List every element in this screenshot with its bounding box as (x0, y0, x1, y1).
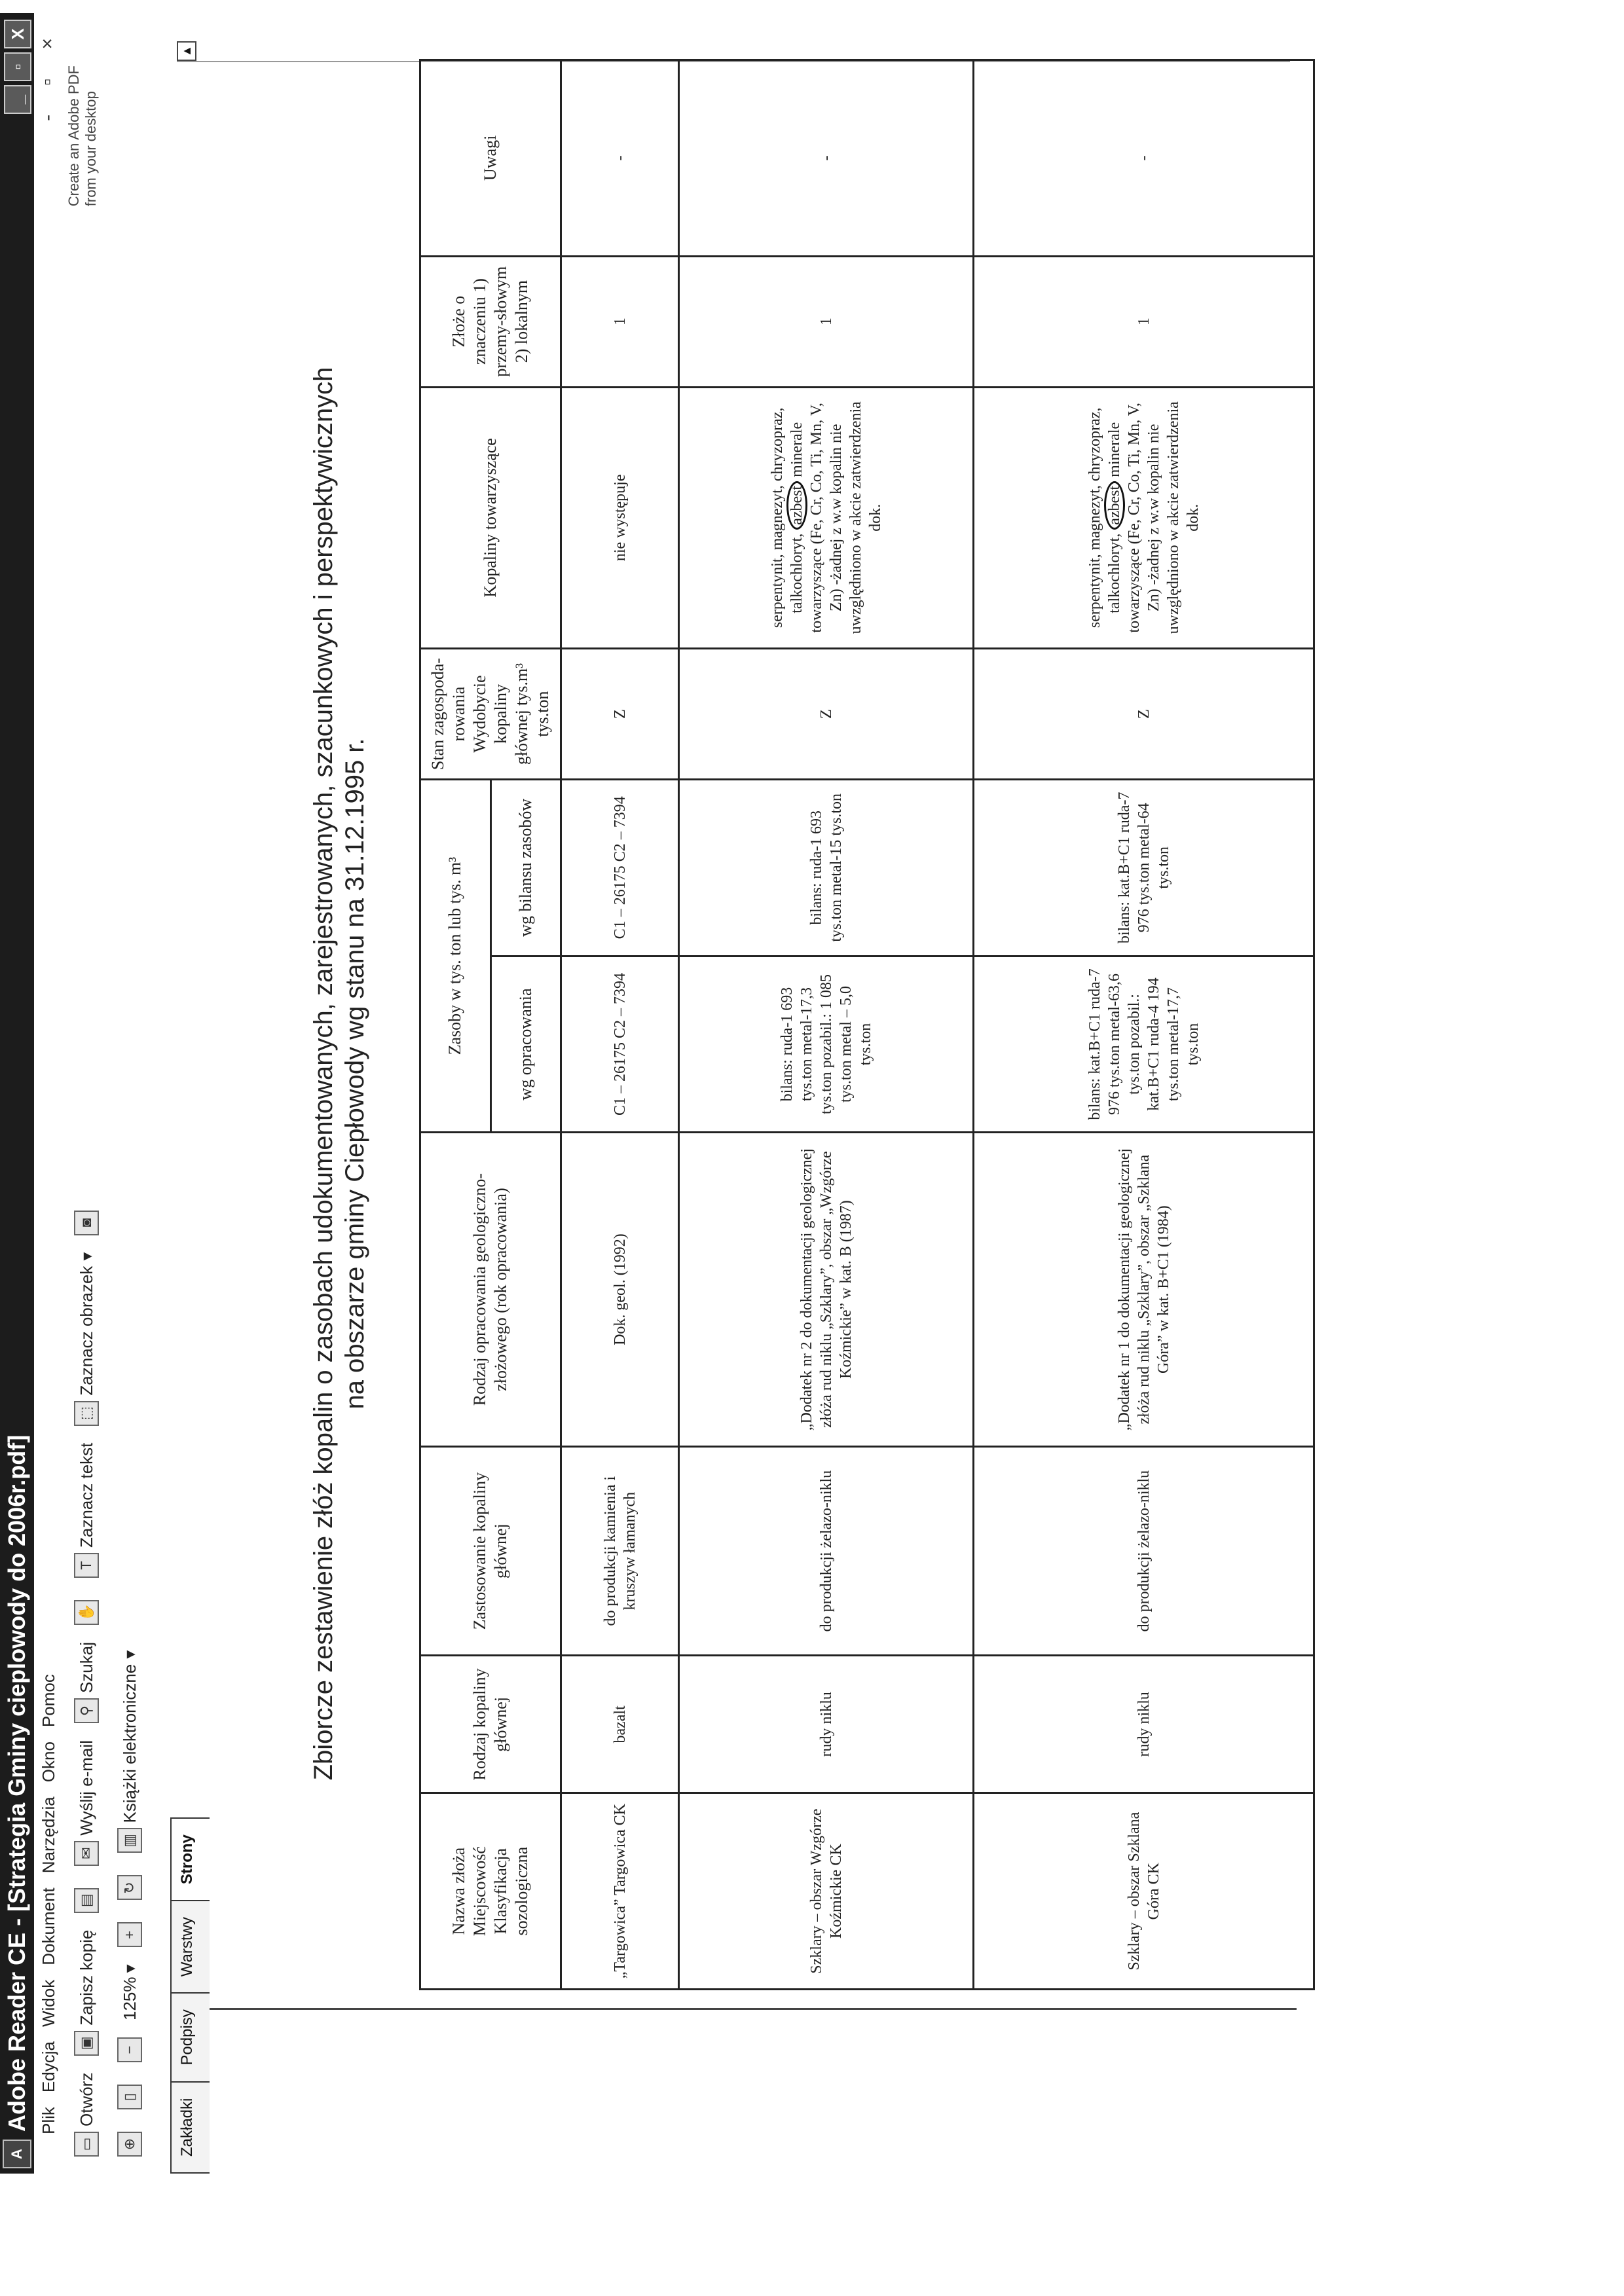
menu-edycja[interactable]: Edycja (38, 2041, 58, 2093)
maximize-button[interactable]: ▫ (4, 52, 31, 81)
menu-narzedzia[interactable]: Narzędzia (38, 1796, 58, 1874)
cell-use: do produkcji kamienia i kruszyw łamanych (561, 1446, 679, 1656)
header-reserves-study: wg opracowania (490, 956, 561, 1133)
save-icon: ▣ (74, 2031, 99, 2056)
hand-icon: ✋ (74, 1600, 99, 1625)
select-image-button[interactable] (74, 1252, 99, 1426)
adobe-reader-icon: A (3, 2140, 31, 2168)
printer-icon: ▤ (74, 1888, 99, 1913)
select-text-button[interactable] (74, 1443, 99, 1578)
save-copy-button[interactable] (74, 1930, 99, 2056)
header-name: Nazwa złoża Miejscowość Klasyfikacja sozologiczna (420, 1793, 561, 1990)
book-icon: ▥ (117, 1828, 142, 1853)
email-icon: ✉ (74, 1841, 99, 1866)
plus-icon: + (117, 1922, 142, 1947)
cell-name: Szklary – obszar Wzgórze Koźmickie CK (679, 1793, 974, 1990)
table-header-row (420, 60, 491, 1990)
menu-okno[interactable]: Okno (38, 1741, 58, 1783)
page-icon: ▯ (117, 2085, 142, 2109)
tab-zakladki[interactable]: Zakładki (170, 2081, 210, 2174)
email-button[interactable] (74, 1740, 99, 1866)
close-button[interactable]: X (4, 20, 31, 48)
search-button[interactable] (74, 1642, 99, 1723)
cell-significance: 1 (679, 256, 974, 387)
cell-study: Dok. geol. (1992) (561, 1133, 679, 1446)
table-row (561, 60, 679, 1990)
deposits-table (419, 59, 1315, 1990)
cell-reserves-balance: bilans: ruda-1 693 tys.ton metal-15 tys.ton (679, 779, 974, 956)
menu-bar (34, 13, 63, 2174)
folder-icon: ▭ (74, 2132, 99, 2157)
cell-study: „Dodatek nr 2 do dokumentacji geologicznej złóża rud niklu „Szklary”, obszar „Wzgórze Koźmickie” w kat. B (1987) (679, 1133, 974, 1446)
cell-type: rudy niklu (679, 1656, 974, 1793)
table-row (679, 60, 974, 1990)
create-pdf-promo[interactable] (65, 65, 100, 206)
header-use: Zastosowanie kopaliny głównej (420, 1446, 561, 1656)
cell-notes: - (561, 60, 679, 257)
cell-study: „Dodatek nr 1 do dokumentacji geologicznej złóża rud niklu „Szklary”, obszar „Szklana Góra” w kat. B+C1 (1984) (974, 1133, 1314, 1446)
rotated-screenshot (0, 13, 1310, 2174)
cell-state: Z (974, 649, 1314, 780)
promo-line-2: from your desktop (83, 91, 99, 207)
zoom-level[interactable]: 125% (119, 1977, 139, 2020)
cell-accompanying (679, 387, 974, 649)
menu-dokument[interactable]: Dokument (38, 1887, 58, 1965)
email-label: Wyślij e-mail (76, 1740, 96, 1836)
rotate-button[interactable] (117, 1870, 142, 1900)
minus-icon: − (117, 2037, 142, 2062)
search-label: Szukaj (76, 1641, 96, 1694)
header-accompanying: Kopaliny towarzyszące (420, 387, 561, 649)
table-row (974, 60, 1314, 1990)
accompanying-text-c: minerale towarzyszące (Fe, Cr, Co, Ti, Mn, V, Zn) -żadnej z w.w kopalin nie uwzględniono w akcie zatwierdzenia dok. (788, 401, 884, 634)
ebooks-label: Książki elektroniczne (119, 1664, 139, 1823)
snapshot-button[interactable] (74, 1205, 99, 1235)
zoom-icon: ⊕ (117, 2132, 142, 2157)
save-copy-label: Zapisz kopię (76, 1929, 96, 2026)
window-title: Adobe Reader CE - [Strategia Gminy cieplowody do 2006r.pdf] (3, 1434, 30, 2132)
asbestos-circled: azbest (1104, 481, 1125, 530)
cell-name: „Targowica” Targowica CK (561, 1793, 679, 1990)
cell-reserves-study: bilans: ruda-1 693 tys.ton metal-17,3 tys.ton pozabil.: 1 085 tys.ton metal – 5,0 tys.ton (679, 956, 974, 1133)
zoom-tool-button[interactable] (117, 2126, 142, 2157)
menu-plik[interactable]: Plik (38, 2107, 58, 2134)
tab-strony[interactable]: Strony (170, 1817, 210, 1901)
chevron-down-icon[interactable]: ▾ (119, 1650, 139, 1659)
promo-line-1: Create an Adobe PDF (65, 65, 82, 207)
header-significance: Złoże o znaczeniu 1) przemy-słowym 2) lokalnym (420, 256, 561, 387)
cell-reserves-study: bilans: kat.B+C1 ruda-7 976 tys.ton metal-63,6 tys.ton pozabil.: kat.B+C1 ruda-4 194 tys.ton metal-17,7 tys.ton (974, 956, 1314, 1133)
hand-tool-button[interactable] (74, 1595, 99, 1625)
cell-type: bazalt (561, 1656, 679, 1793)
cell-state: Z (679, 649, 974, 780)
binoculars-icon: ⚲ (74, 1698, 99, 1723)
chevron-down-icon[interactable]: ▾ (119, 1964, 139, 1973)
print-button[interactable] (74, 1883, 99, 1913)
document-title (308, 190, 371, 1958)
cell-use: do produkcji żelazo-niklu (974, 1446, 1314, 1656)
header-reserves-balance: wg bilansu zasobów (490, 779, 561, 956)
cell-type: rudy niklu (974, 1656, 1314, 1793)
select-image-label: Zaznacz obrazek (76, 1266, 96, 1396)
document-window-controls[interactable]: - ▫ × (37, 26, 58, 121)
cell-notes: - (679, 60, 974, 257)
header-reserves: Zasoby w tys. ton lub tys. m³ (420, 779, 491, 1132)
accompanying-text-a: serpentynit, magnezyt, chryzopraz, talkochloryt, (1086, 407, 1123, 629)
page-view-button[interactable] (117, 2079, 142, 2109)
zoom-in-button[interactable] (117, 1917, 142, 1947)
open-button[interactable] (74, 2073, 99, 2157)
camera-select-icon: ⬚ (74, 1401, 99, 1426)
header-state: Stan zagospoda-rowania Wydobycie kopaliny głównej tys.m³ tys.ton (420, 649, 561, 780)
cell-reserves-balance: bilans: kat.B+C1 ruda-7 976 tys.ton metal-64 tys.ton (974, 779, 1314, 956)
header-type: Rodzaj kopaliny głównej (420, 1656, 561, 1793)
open-label: Otwórz (76, 2072, 96, 2126)
zoom-out-button[interactable] (117, 2032, 142, 2062)
snapshot-icon: ◙ (74, 1211, 99, 1235)
navigation-tabs (170, 13, 210, 2174)
cell-significance: 1 (561, 256, 679, 387)
cell-notes: - (974, 60, 1314, 257)
header-study: Rodzaj opracowania geologiczno-złożowego (rok opracowania) (420, 1133, 561, 1446)
cell-reserves-balance: C1 – 26175 C2 – 7394 (561, 779, 679, 956)
chevron-down-icon[interactable]: ▾ (76, 1252, 96, 1261)
tab-podpisy[interactable]: Podpisy (170, 1992, 210, 2082)
cell-state: Z (561, 649, 679, 780)
window-controls (4, 20, 31, 114)
accompanying-text-c: minerale towarzyszące (Fe, Cr, Co, Ti, Mn, V, Zn) -żadnej z w.w kopalin nie uwzględniono w akcie zatwierdzenia dok. (1105, 401, 1202, 634)
accompanying-text: nie występuje (611, 474, 629, 562)
cell-accompanying (974, 387, 1314, 649)
view-toolbar (110, 13, 149, 2174)
cell-use: do produkcji żelazo-niklu (679, 1446, 974, 1656)
cell-accompanying (561, 387, 679, 649)
scroll-up-icon[interactable]: ▲ (177, 41, 196, 61)
asbestos-circled: azbest (786, 481, 807, 530)
navigation-divider[interactable] (210, 2008, 1297, 2010)
cell-name: Szklary – obszar Szklana Góra CK (974, 1793, 1314, 1990)
menu-pomoc[interactable]: Pomoc (38, 1674, 58, 1728)
rotate-icon: ↻ (117, 1875, 142, 1900)
text-cursor-icon: T (74, 1553, 99, 1578)
header-notes: Uwagi (420, 60, 561, 257)
main-toolbar (63, 13, 110, 2174)
minimize-button[interactable]: _ (4, 85, 31, 114)
cell-reserves-study: C1 – 26175 C2 – 7394 (561, 956, 679, 1133)
title-line-1: Zbiorcze zestawienie złóż kopalin o zasobach udokumentowanych, zarejestrowanych, szacunkowych i perspektywicznych (309, 367, 338, 1781)
title-bar (0, 13, 34, 2174)
select-text-label: Zaznacz tekst (76, 1442, 96, 1548)
cell-significance: 1 (974, 256, 1314, 387)
title-line-2: na obszarze gminy Ciepłowody wg stanu na 31.12.1995 r. (341, 738, 369, 1410)
accompanying-text-a: serpentynit, magnezyt, chryzopraz, talkochloryt, (768, 407, 805, 629)
ebooks-button[interactable] (117, 1650, 142, 1853)
menu-widok[interactable]: Widok (38, 1979, 58, 2028)
tab-warstwy[interactable]: Warstwy (170, 1900, 210, 1994)
